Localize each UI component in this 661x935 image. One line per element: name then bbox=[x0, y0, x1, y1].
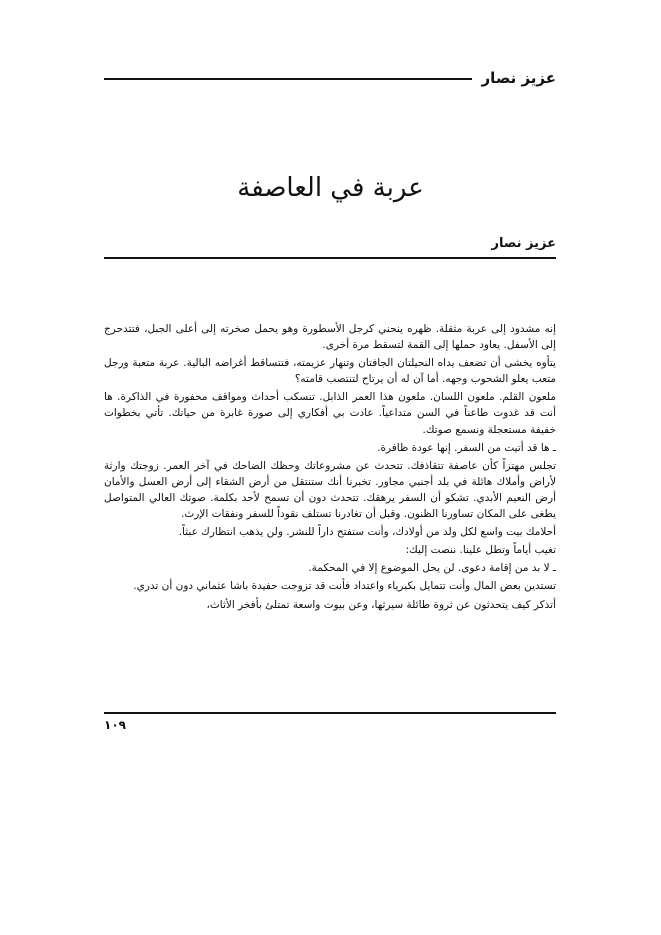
page-title: عربة في العاصفة bbox=[237, 173, 424, 203]
paragraph: تستدين بعض المال وأنت تتمايل بكبرياء واعتداد فأنت قد تزوجت حفيدة باشا عثماني دون أن تدري. bbox=[133, 580, 556, 593]
page-number: ١٠٩ bbox=[104, 718, 126, 732]
paragraph: أحلامك بيت واسع لكل ولد من أولادك، وأنت ستفتح داراً للنشر. ولن يذهب انتظارك عبثاً. bbox=[178, 526, 556, 539]
paragraph: إنه مشدود إلى عربة مثقلة. ظهره ينحني كرجل الأسطورة وهو يحمل صخرته إلى أعلى الجبل، فتتدحرج إلى الأسفل. يعاود حملها إلى القمة لتسقط مرة أخرى. bbox=[104, 323, 556, 352]
byline: عزيز نصار bbox=[491, 236, 556, 251]
body-text bbox=[104, 321, 556, 615]
paragraph: يتأوه يخشى أن تضعف يداه النحيلتان الجافتان وتنهار عزيمته، فتتساقط أغراضه البالية. عربة متعبة ورجل متعب يعلو الشحوب وجهه. أما آن له أن يرتاح لتنتصب قامته؟ bbox=[104, 357, 556, 386]
paragraph: تغيب أياماً وتطل علينا. ننصت إليك: bbox=[405, 544, 556, 557]
footer-rule bbox=[104, 712, 556, 714]
paragraph: تجلس مهتزاً كأن عاصفة تتقاذفك. تتحدث عن مشروعاتك وحظك الضاحك في آخر العمر. زوجتك وارثة لأراض وأملاك هائلة في بلد أجنبي مجاور. تخبرنا أنك ستنتقل من أرض الشقاء إلى أرض العسل والأمان أرض النعيم الأبدي. تشكو أن السفر يرهقك. تتحدث دون أن تسمح لأحد بكلمة. صوتك العالي المتواصل يطغى على المكان تساورنا الظنون. وقبل أن تغادرنا تستلف نقوداً للسفر ونفقات الإرث. bbox=[104, 459, 556, 521]
paragraph: ـ لا بد من إقامة دعوى. لن يحل الموضوع إلا في المحكمة. bbox=[308, 562, 556, 575]
byline-rule bbox=[104, 257, 556, 259]
paragraph: ـ ها قد أتيت من السفر. إنها عودة ظافرة. bbox=[377, 441, 556, 454]
paragraph: ملعون القلم. ملعون اللسان. ملعون هذا العمر الذابل. تنسكب أحداث ومواقف محفورة في الذاكرة. ها أنت قد غدوت طاعناً في السن متداعياً. عادت بي أفكاري إلى صورة غابرة من حياتك. تأتي بخطوات خفيفة مستعجلة ونسمع صوتك. bbox=[104, 391, 556, 436]
running-header-author: عزيز نصار bbox=[481, 69, 556, 87]
paragraph: أتذكر كيف يتحدثون عن ثروة طائلة سيرثها، وعن بيوت واسعة تمتلئ بأفخر الأثاث، bbox=[206, 598, 556, 611]
header-rule bbox=[104, 78, 472, 80]
running-header bbox=[104, 66, 556, 92]
